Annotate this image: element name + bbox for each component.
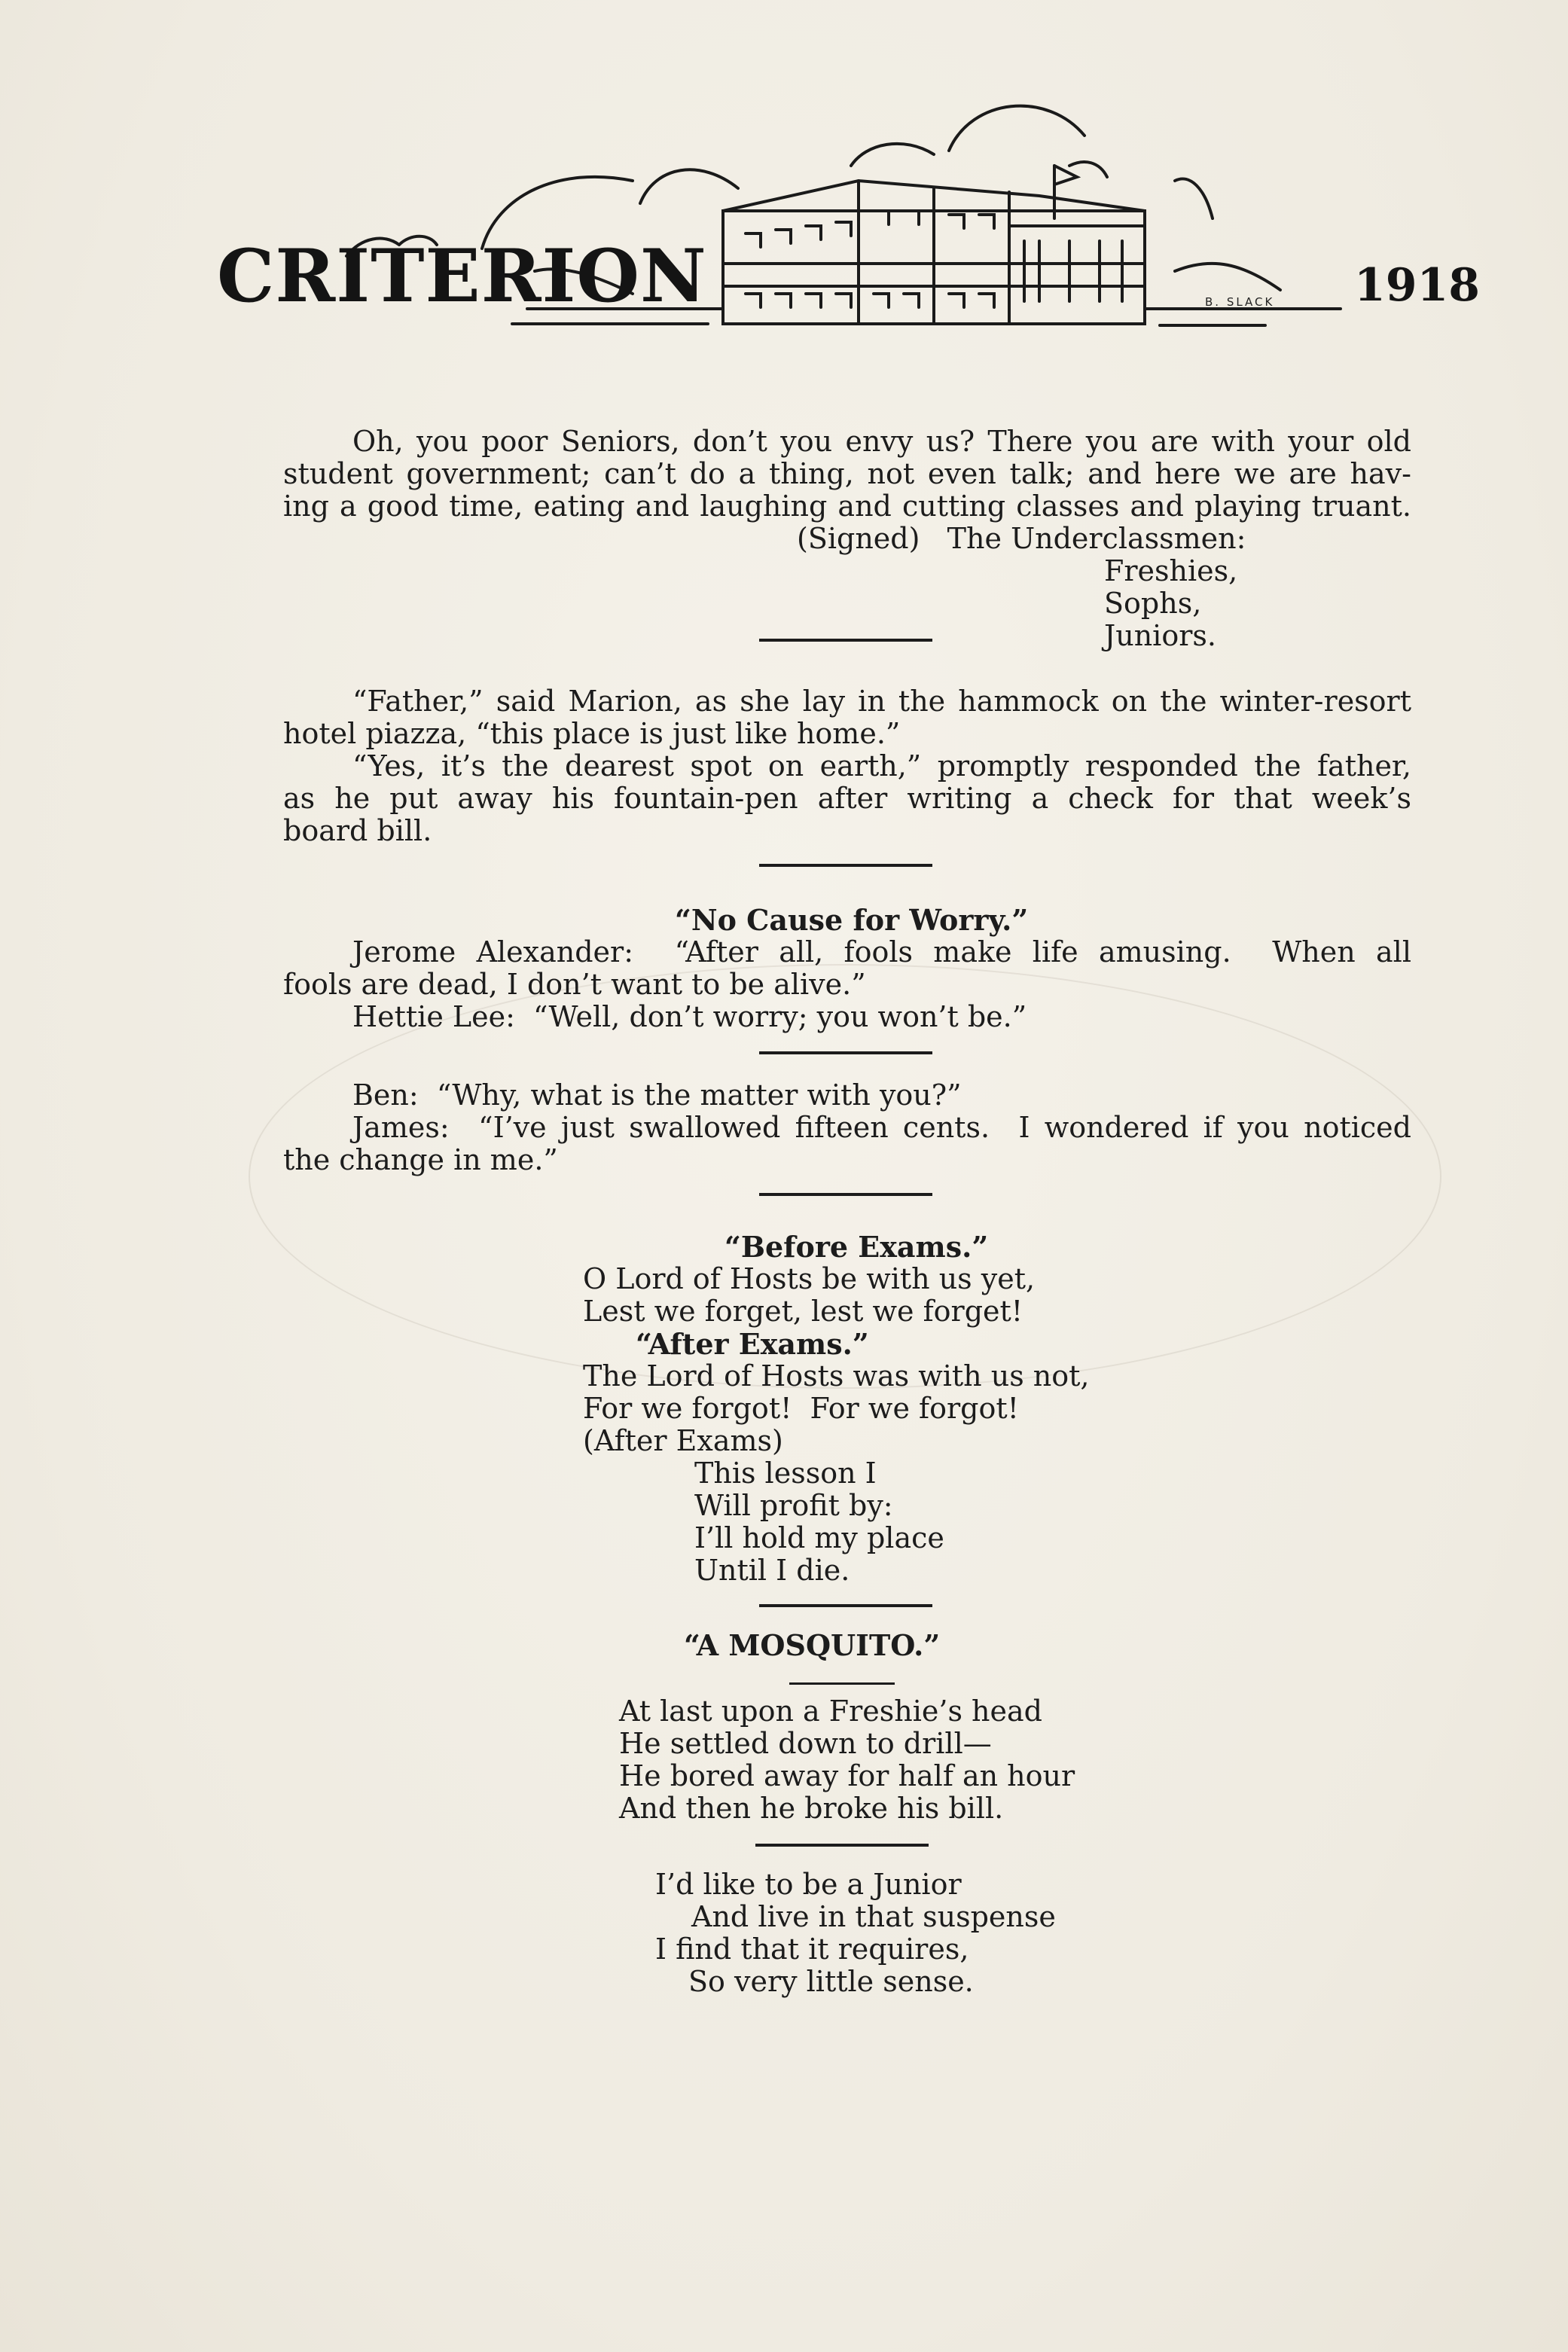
mosquito-line-3: He bored away for half an hour [619, 1759, 1075, 1792]
lesson-line-1: This lesson I [694, 1457, 877, 1490]
no-cause-title: “No Cause for Worry.” [675, 903, 1029, 937]
seniors-line-3: ing a good time, eating and laughing and cutting classes and playing truant. [283, 490, 1411, 523]
after-exams-line-2: For we forgot! For we forgot! [583, 1392, 1019, 1425]
junior-line-2: And live in that suspense [691, 1900, 1056, 1933]
father-line-4: as he put away his fountain-pen after writing a check for that week’s [283, 782, 1411, 815]
after-exams-line-1: The Lord of Hosts was with us not, [583, 1359, 1090, 1393]
no-cause-line-1: Jerome Alexander: “After all, fools make life amusing. When all [352, 935, 1411, 969]
ben-james-line-2: James: “I’ve just swallowed fifteen cents. I wondered if you noticed [352, 1111, 1411, 1144]
junior-line-4: So very little sense. [688, 1965, 974, 1998]
mosquito-line-2: He settled down to drill— [619, 1727, 992, 1760]
divider-rule [759, 1604, 932, 1607]
seniors-line-1: Oh, you poor Seniors, don’t you envy us? There you are with your old [352, 425, 1411, 458]
mosquito-line-1: At last upon a Freshie’s head [619, 1695, 1042, 1728]
no-cause-line-2: fools are dead, I don’t want to be alive.” [283, 968, 866, 1001]
ben-james-line-1: Ben: “Why, what is the matter with you?” [352, 1078, 962, 1112]
junior-line-1: I’d like to be a Junior [655, 1868, 962, 1901]
signer-freshies: Freshies, [1104, 554, 1238, 587]
lesson-line-3: I’ll hold my place [694, 1521, 944, 1554]
father-line-1: “Father,” said Marion, as she lay in the hammock on the winter-resort [352, 685, 1411, 718]
junior-line-3: I find that it requires, [655, 1933, 969, 1966]
father-line-2: hotel piazza, “this place is just like home.” [283, 717, 901, 750]
signer-juniors: Juniors. [1104, 619, 1216, 652]
ben-james-line-3: the change in me.” [283, 1143, 558, 1176]
signer-sophs: Sophs, [1104, 587, 1202, 620]
mosquito-title: “A MOSQUITO.” [684, 1628, 941, 1662]
artist-signature: B. SLACK [1205, 295, 1275, 309]
page-header [211, 83, 1491, 331]
lesson-line-2: Will profit by: [694, 1489, 893, 1522]
divider-rule [755, 1844, 929, 1847]
father-line-3: “Yes, it’s the dearest spot on earth,” promptly responded the father, [352, 749, 1411, 782]
seniors-line-2: student government; can’t do a thing, not even talk; and here we are hav- [283, 457, 1411, 490]
no-cause-line-3: Hettie Lee: “Well, don’t worry; you won’t be.” [352, 1000, 1027, 1033]
after-exams-title: “After Exams.” [636, 1327, 869, 1361]
before-exams-title: “Before Exams.” [725, 1230, 989, 1264]
publication-title: CRITERION [217, 233, 707, 319]
father-line-5: board bill. [283, 814, 432, 847]
publication-year: 1918 [1354, 259, 1480, 312]
before-exams-line-2: Lest we forget, lest we forget! [583, 1295, 1023, 1328]
mosquito-line-4: And then he broke his bill. [619, 1792, 1004, 1825]
divider-rule [759, 864, 932, 867]
divider-rule [759, 1051, 932, 1054]
before-exams-line-1: O Lord of Hosts be with us yet, [583, 1262, 1036, 1295]
lesson-line-4: Until I die. [694, 1554, 850, 1587]
seniors-signed: (Signed) The Underclassmen: [797, 522, 1246, 555]
divider-rule [759, 1193, 932, 1196]
divider-rule [789, 1682, 895, 1685]
divider-rule [759, 639, 932, 642]
after-exams-line-3: (After Exams) [583, 1424, 783, 1457]
